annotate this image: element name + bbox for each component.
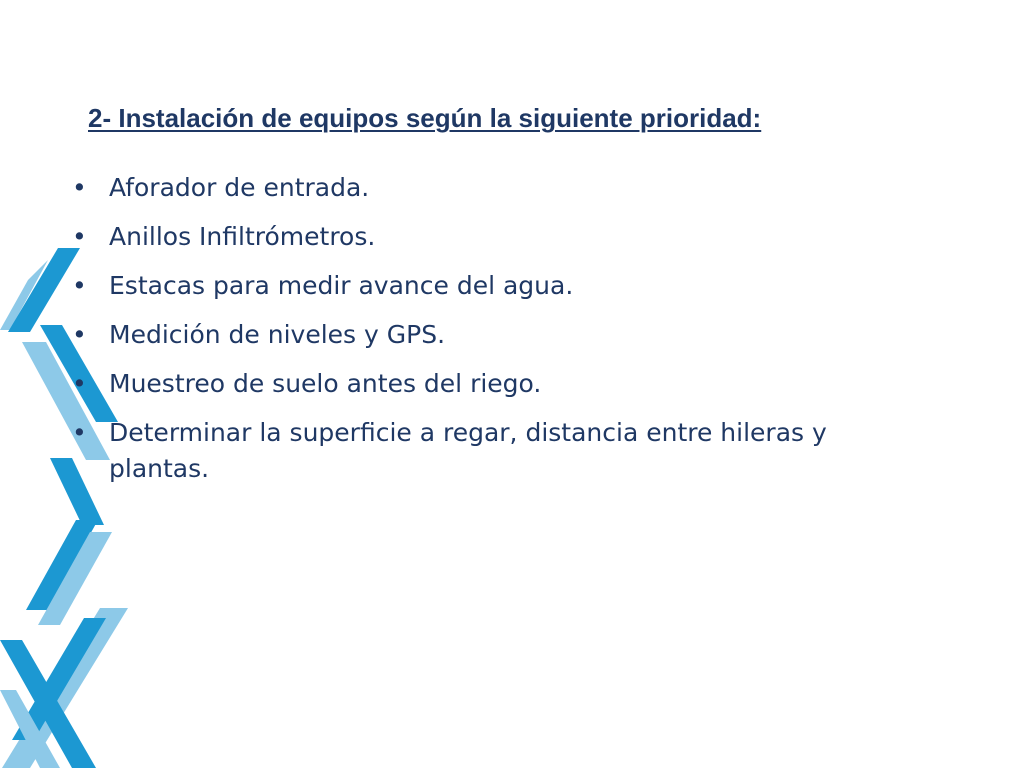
list-item: [72, 317, 932, 353]
list-item: [72, 415, 932, 487]
list-item-text: Muestreo de suelo antes del riego.: [109, 369, 542, 398]
list-item: [72, 170, 932, 206]
list-item-text: Determinar la superficie a regar, distancia entre hileras y plantas.: [109, 418, 827, 483]
bullet-icon: •: [72, 369, 87, 398]
bullet-icon: •: [72, 320, 87, 349]
list-item-text: Aforador de entrada.: [109, 173, 370, 202]
list-item-text: Medición de niveles y GPS.: [109, 320, 446, 349]
list-item-text: Estacas para medir avance del agua.: [109, 271, 574, 300]
bullet-list: [72, 170, 932, 500]
bullet-icon: •: [72, 222, 87, 251]
bullet-icon: •: [72, 418, 87, 447]
slide-title: 2- Instalación de equipos según la siguiente prioridad:: [88, 103, 762, 133]
bullet-icon: •: [72, 173, 87, 202]
decor-band-2: [8, 248, 80, 332]
list-item-text: Anillos Infiltrómetros.: [109, 222, 376, 251]
list-item: [72, 366, 932, 402]
list-item: [72, 219, 932, 255]
bullet-icon: •: [72, 271, 87, 300]
list-item: [72, 268, 932, 304]
